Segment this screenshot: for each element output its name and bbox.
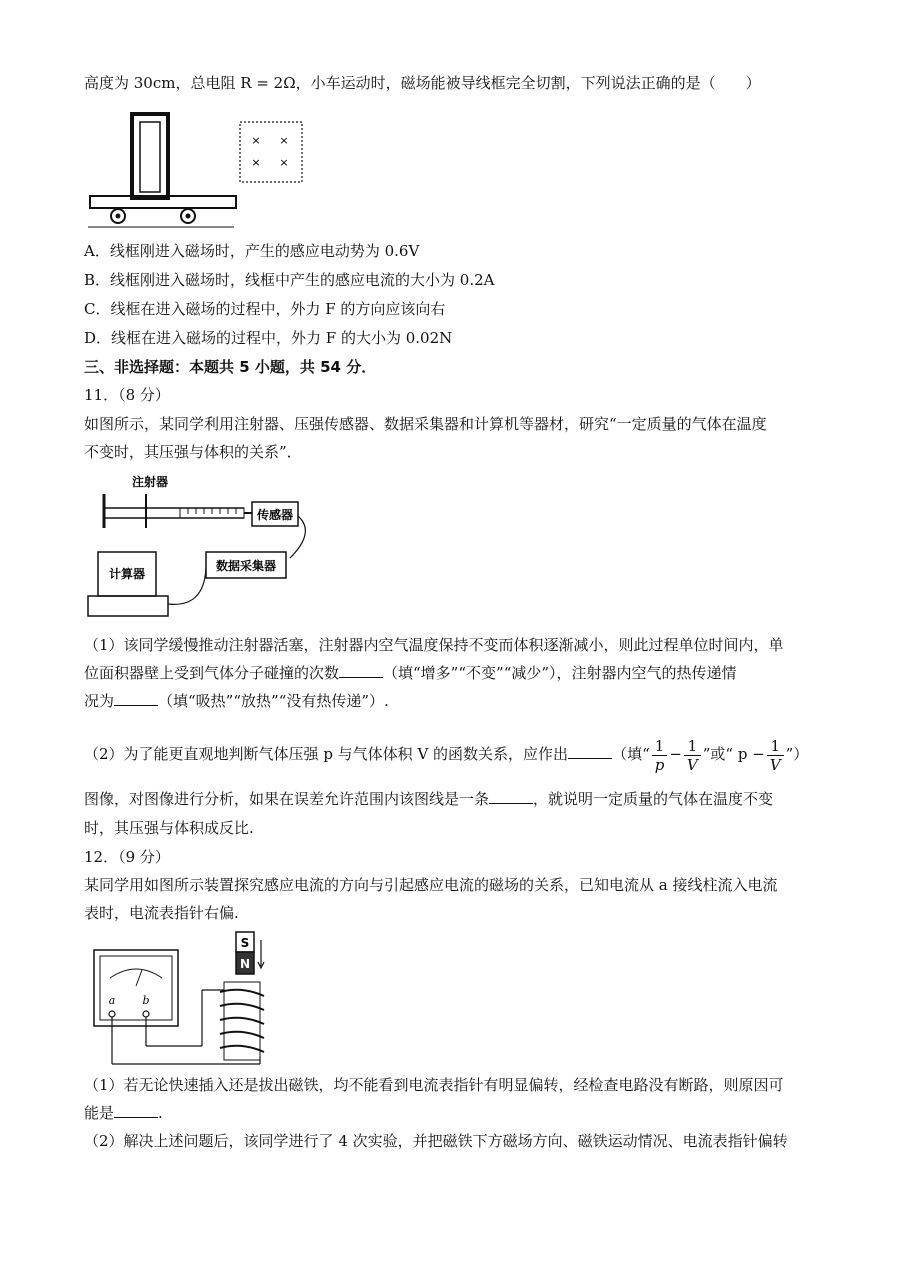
q12-part1-line2: 能是 . — [84, 1104, 163, 1122]
magnet-n-label: N — [239, 957, 251, 971]
q12-intro-line2: 表时，电流表指针右偏. — [84, 904, 239, 922]
terminal-a-label: a — [108, 994, 116, 1007]
q11-part1-line3: 况为 （填“吸热”“放热”“没有热传递”）. — [84, 692, 389, 710]
q12-header: 12．（9 分） — [84, 848, 170, 866]
q11-part2-line2: 图像，对图像进行分析，如果在误差允许范围内该图线是一条 ，就说明一定质量的气体在温度不变 — [84, 790, 774, 808]
sensor-label: 传感器 — [256, 508, 294, 522]
q12-part2-line1: （2）解决上述问题后，该同学进行了 4 次实验，并把磁铁下方磁场方向、磁铁运动情况、电流表指针偏转 — [84, 1132, 788, 1150]
svg-text:×: × — [279, 134, 289, 147]
q11-part2-line3: 时，其压强与体积成反比. — [84, 819, 254, 837]
computer-label: 计算器 — [108, 567, 146, 581]
q11-intro-line2: 不变时，其压强与体积的关系”． — [84, 443, 302, 461]
q11-intro-line1: 如图所示，某同学利用注射器、压强传感器、数据采集器和计算机等器材，研究“一定质量的气体在温度 — [84, 415, 767, 433]
q12-part1-line1: （1）若无论快速插入还是拔出磁铁，均不能看到电流表指针有明显偏转，经检查电路没有断路，则原因可 — [84, 1076, 784, 1094]
option-b: B．线框刚进入磁场时，线框中产生的感应电流的大小为 0.2A — [84, 271, 495, 289]
option-d: D．线框在进入磁场的过程中，外力 F 的大小为 0.02N — [84, 329, 453, 347]
cart-frame-figure — [84, 108, 324, 232]
section-heading: 三、非选择题：本题共 5 小题，共 54 分． — [84, 358, 377, 376]
option-a: A．线框刚进入磁场时，产生的感应电动势为 0.6V — [84, 242, 420, 260]
collector-label: 数据采集器 — [215, 559, 277, 573]
q11-part1-line1: （1）该同学缓慢推动注射器活塞，注射器内空气温度保持不变而体积逐渐减小，则此过程单位时间内，单 — [84, 636, 784, 654]
q11-part2-line1: （2）为了能更直观地判断气体压强 p 与气体体积 V 的函数关系，应作出 （填“ $\frac{1}{p}$ − $\frac{1}{V}$ ”或“ p − $\frac{1}{V}$ ”） — [84, 736, 809, 774]
galvanometer-coil-figure — [84, 930, 284, 1070]
question-stem-line: 高度为 30cm，总电阻 R = 2Ω，小车运动时，磁场能被导线框完全切割，下列说法正确的是（ ） — [84, 74, 761, 92]
svg-text:×: × — [279, 156, 289, 169]
q12-intro-line1: 某同学用如图所示装置探究感应电流的方向与引起感应电流的磁场的关系，已知电流从 a 接线柱流入电流 — [84, 876, 778, 894]
syringe-label: 注射器 — [132, 475, 169, 489]
q11-part1-line2: 位面积器壁上受到气体分子碰撞的次数 （填“增多”“不变”“减少”），注射器内空气的热传递情 — [84, 664, 737, 682]
option-c: C．线框在进入磁场的过程中，外力 F 的方向应该向右 — [84, 300, 446, 318]
magnet-s-label: S — [240, 936, 250, 950]
syringe-apparatus-figure — [84, 472, 324, 622]
svg-text:×: × — [251, 156, 261, 169]
terminal-b-label: b — [142, 994, 150, 1007]
svg-text:×: × — [251, 134, 261, 147]
q11-header: 11．（8 分） — [84, 386, 170, 404]
